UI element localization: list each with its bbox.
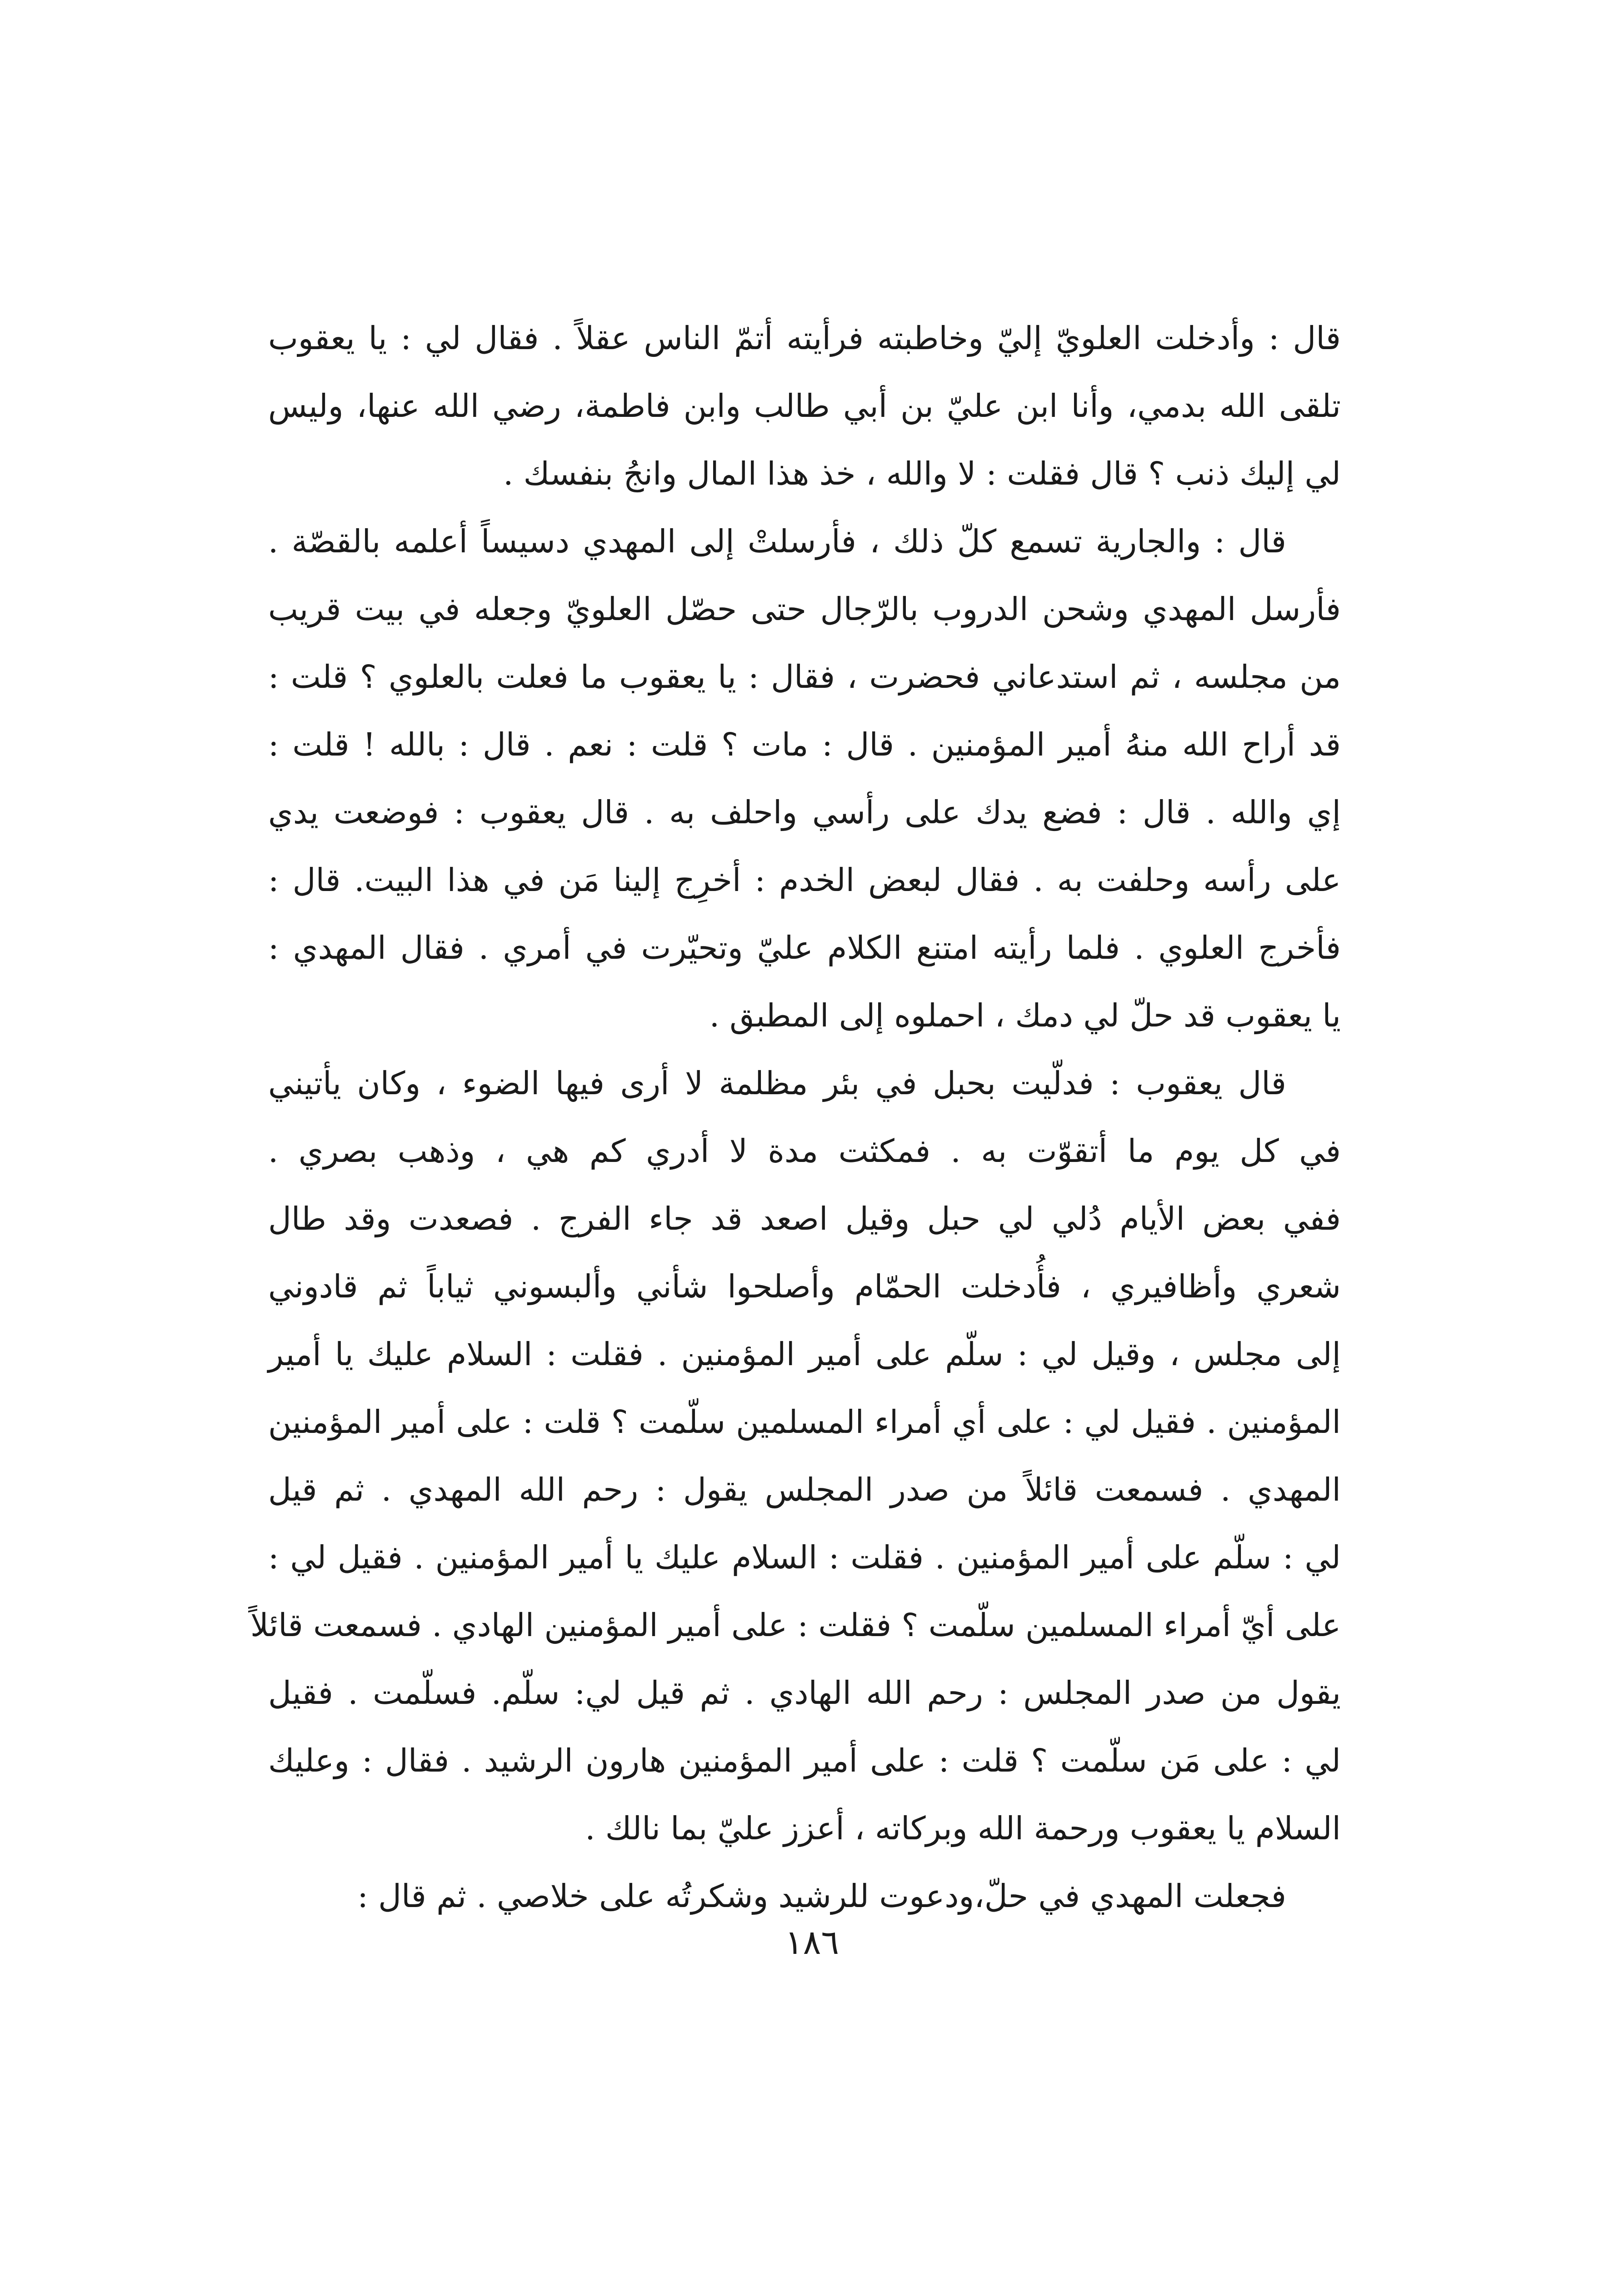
text-line: من مجلسه ، ثم استدعاني فحضرت ، فقال : يا يعقوب ما فعلت بالعلوي ؟ قلت :: [268, 658, 1341, 696]
text-line: تلقى الله بدمي، وأنا ابن عليّ بن أبي طالب وابن فاطمة، رضي الله عنها، وليس: [268, 387, 1341, 425]
text-line: لي : على مَن سلّمت ؟ قلت : على أمير المؤمنين هارون الرشيد . فقال : وعليك: [268, 1742, 1341, 1779]
page-number: ١٨٦: [785, 1923, 839, 1962]
paragraph-2: [268, 508, 1341, 1050]
text-line: المهدي . فسمعت قائلاً من صدر المجلس يقول : رحم الله المهدي . ثم قيل: [268, 1471, 1341, 1508]
text-line: المؤمنين . فقيل لي : على أي أمراء المسلمين سلّمت ؟ قلت : على أمير المؤمنين: [268, 1403, 1341, 1441]
text-line: على رأسه وحلفت به . فقال لبعض الخدم : أخرِج إلينا مَن في هذا البيت. قال :: [268, 861, 1341, 899]
paragraph-3: [250, 1050, 1341, 1862]
text-line: ففي بعض الأيام دُلي لي حبل وقيل اصعد قد جاء الفرج . فصعدت وقد طال: [268, 1200, 1341, 1237]
text-line: يا يعقوب قد حلّ لي دمك ، احملوه إلى المطبق .: [709, 997, 1341, 1034]
text-line: إلى مجلس ، وقيل لي : سلّم على أمير المؤمنين . فقلت : السلام عليك يا أمير: [268, 1336, 1341, 1373]
text-line: قال : والجارية تسمع كلّ ذلك ، فأرسلتْ إلى المهدي دسيساً أعلمه بالقصّة .: [268, 523, 1286, 560]
text-line: في كل يوم ما أتقوّت به . فمكثت مدة لا أدري كم هي ، وذهب بصري .: [268, 1132, 1341, 1170]
text-line: فأرسل المهدي وشحن الدروب بالرّجال حتى حصّل العلويّ وجعله في بيت قريب: [268, 591, 1341, 628]
paragraph-4: [268, 1862, 1341, 1930]
text-line: لي إليك ذنب ؟ قال فقلت : لا والله ، خذ هذا المال وانجُ بنفسك .: [503, 455, 1341, 492]
text-line: السلام يا يعقوب ورحمة الله وبركاته ، أعزز عليّ بما نالك .: [585, 1810, 1341, 1847]
text-line: قال يعقوب : فدلّيت بحبل في بئر مظلمة لا أرى فيها الضوء ، وكان يأتيني: [268, 1065, 1286, 1102]
text-line: فأخرج العلوي . فلما رأيته امتنع الكلام عليّ وتحيّرت في أمري . فقال المهدي :: [268, 929, 1341, 966]
text-line: شعري وأظافيري ، فأُدخلت الحمّام وأصلحوا شأني وألبسوني ثياباً ثم قادوني: [268, 1268, 1341, 1305]
body-text: [250, 305, 1341, 1930]
text-line: على أيّ أمراء المسلمين سلّمت ؟ فقلت : على أمير المؤمنين الهادي . فسمعت قائلاً: [250, 1607, 1341, 1644]
text-line: لي : سلّم على أمير المؤمنين . فقلت : السلام عليك يا أمير المؤمنين . فقيل لي :: [268, 1539, 1341, 1576]
text-line: قد أراح الله منهُ أمير المؤمنين . قال : مات ؟ قلت : نعم . قال : بالله ! قلت :: [268, 726, 1341, 763]
paragraph-1: [268, 305, 1341, 508]
text-line: يقول من صدر المجلس : رحم الله الهادي . ثم قيل لي: سلّم. فسلّمت . فقيل: [268, 1674, 1341, 1712]
text-line: فجعلت المهدي في حلّ،ودعوت للرشيد وشكرتُه على خلاصي . ثم قال :: [357, 1877, 1286, 1915]
text-line: إي والله . قال : فضع يدك على رأسي واحلف به . قال يعقوب : فوضعت يدي: [268, 794, 1341, 831]
text-line: قال : وأدخلت العلويّ إليّ وخاطبته فرأيته أتمّ الناس عقلاً . فقال لي : يا يعقوب: [268, 320, 1341, 357]
